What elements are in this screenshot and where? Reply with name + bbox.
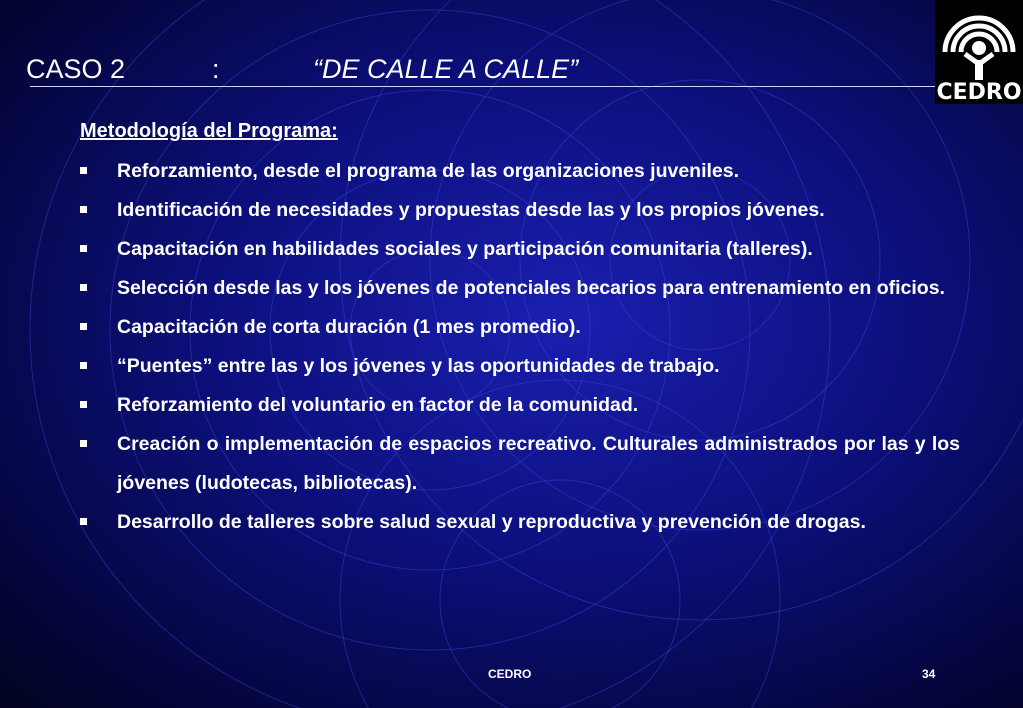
title-divider [30,86,935,87]
square-bullet-icon [80,518,87,525]
cedro-person-arcs-icon [935,0,1023,82]
square-bullet-icon [80,167,87,174]
list-item: Creación o implementación de espacios recreativo. Culturales administrados por las y los jóvenes (ludotecas, bibliotecas). [80,425,960,503]
square-bullet-icon [80,440,87,447]
bullet-list [80,152,960,542]
case-name: “DE CALLE A CALLE” [313,54,579,84]
square-bullet-icon [80,245,87,252]
square-bullet-icon [80,362,87,369]
square-bullet-icon [80,401,87,408]
list-item: Reforzamiento, desde el programa de las organizaciones juveniles. [80,152,960,191]
list-item: “Puentes” entre las y los jóvenes y las oportunidades de trabajo. [80,347,960,386]
list-item: Capacitación de corta duración (1 mes promedio). [80,308,960,347]
cedro-logo [935,0,1023,104]
page-number: 34 [922,667,936,681]
list-item: Capacitación en habilidades sociales y participación comunitaria (talleres). [80,230,960,269]
list-item: Identificación de necesidades y propuestas desde las y los propios jóvenes. [80,191,960,230]
list-item: Selección desde las y los jóvenes de potenciales becarios para entrenamiento en oficios. [80,269,960,308]
list-item: Reforzamiento del voluntario en factor de la comunidad. [80,386,960,425]
square-bullet-icon [80,323,87,330]
section-heading: Metodología del Programa: [80,120,338,142]
logo-text: CEDRO [936,80,1022,105]
square-bullet-icon [80,284,87,291]
slide-title [26,52,926,86]
title-colon: : [212,54,220,84]
list-item: Desarrollo de talleres sobre salud sexual y reproductiva y prevención de drogas. [80,503,960,542]
square-bullet-icon [80,206,87,213]
case-label: CASO 2 [26,54,126,84]
footer-label: CEDRO [488,667,532,681]
